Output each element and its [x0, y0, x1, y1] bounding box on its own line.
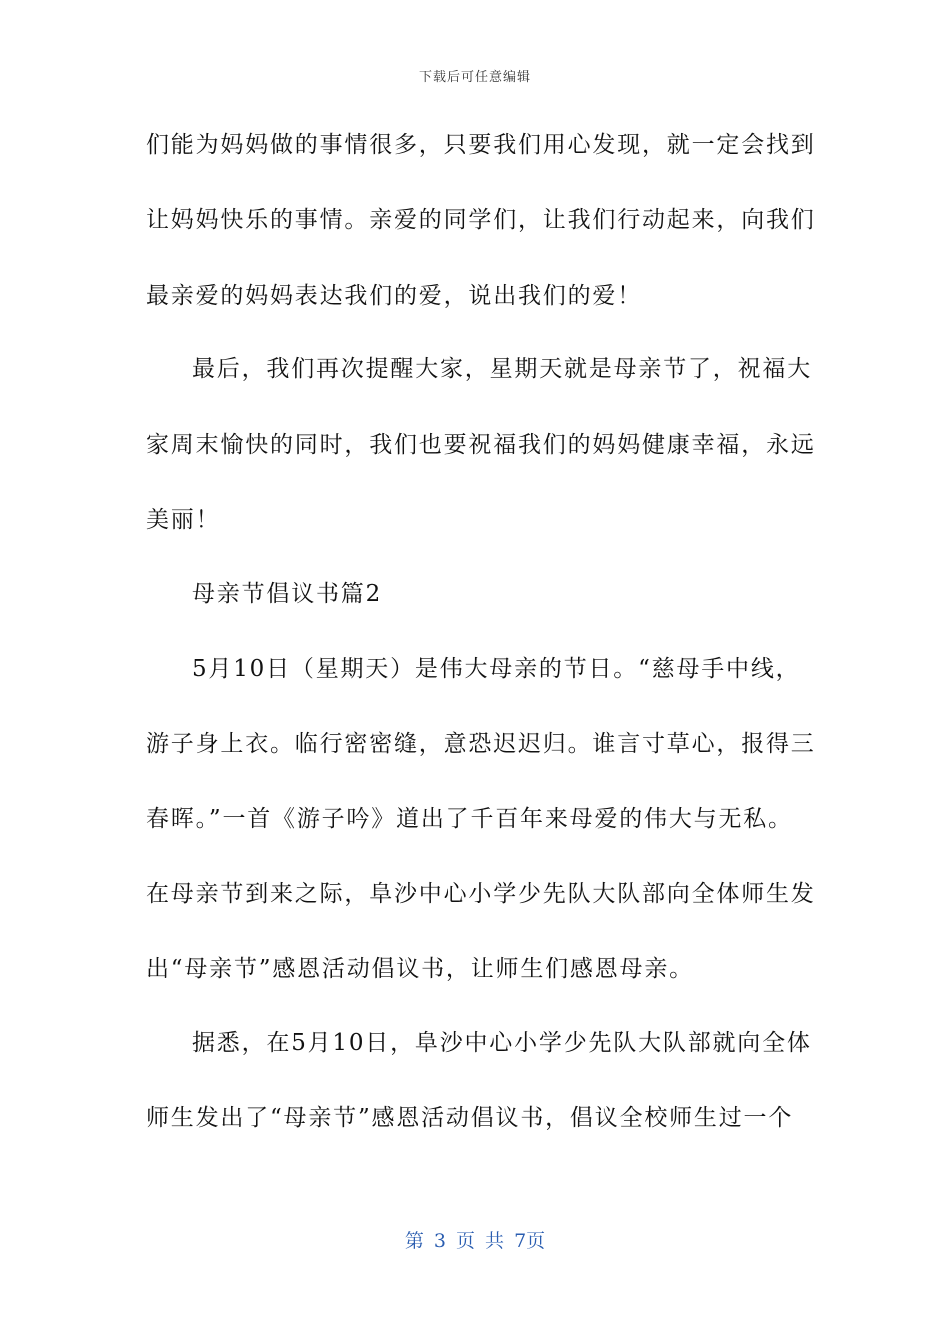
section-heading: 母亲节倡议书篇2 [192, 581, 383, 607]
page-header: 下载后可任意编辑 [418, 70, 531, 85]
paragraph-line: 美丽！ [146, 507, 221, 533]
paragraph-line: 5月10日（星期天）是伟大母亲的节日。“慈母手中线， [192, 656, 801, 682]
paragraph-line: 让妈妈快乐的事情。亲爱的同学们，让我们行动起来，向我们 [146, 207, 816, 233]
paragraph-line: 在母亲节到来之际，阜沙中心小学少先队大队部向全体师生发 [146, 881, 816, 907]
paragraph-line: 春晖。”一首《游子吟》道出了千百年来母爱的伟大与无私。 [146, 806, 793, 832]
paragraph-line: 家周末愉快的同时，我们也要祝福我们的妈妈健康幸福，永远 [146, 432, 816, 458]
paragraph-line: 师生发出了“母亲节”感恩活动倡议书，倡议全校师生过一个 [146, 1105, 794, 1131]
paragraph-line: 最亲爱的妈妈表达我们的爱，说出我们的爱！ [146, 283, 642, 309]
paragraph-line: 最后，我们再次提醒大家，星期天就是母亲节了，祝福大 [192, 356, 812, 382]
page-number-footer: 第 3 页 共 7页 [404, 1230, 546, 1252]
paragraph-line: 们能为妈妈做的事情很多，只要我们用心发现，就一定会找到 [146, 132, 816, 158]
paragraph-line: 据悉，在5月10日，阜沙中心小学少先队大队部就向全体 [192, 1030, 812, 1056]
paragraph-line: 游子身上衣。临行密密缝，意恐迟迟归。谁言寸草心，报得三 [146, 731, 816, 757]
paragraph-line: 出“母亲节”感恩活动倡议书，让师生们感恩母亲。 [146, 956, 694, 982]
